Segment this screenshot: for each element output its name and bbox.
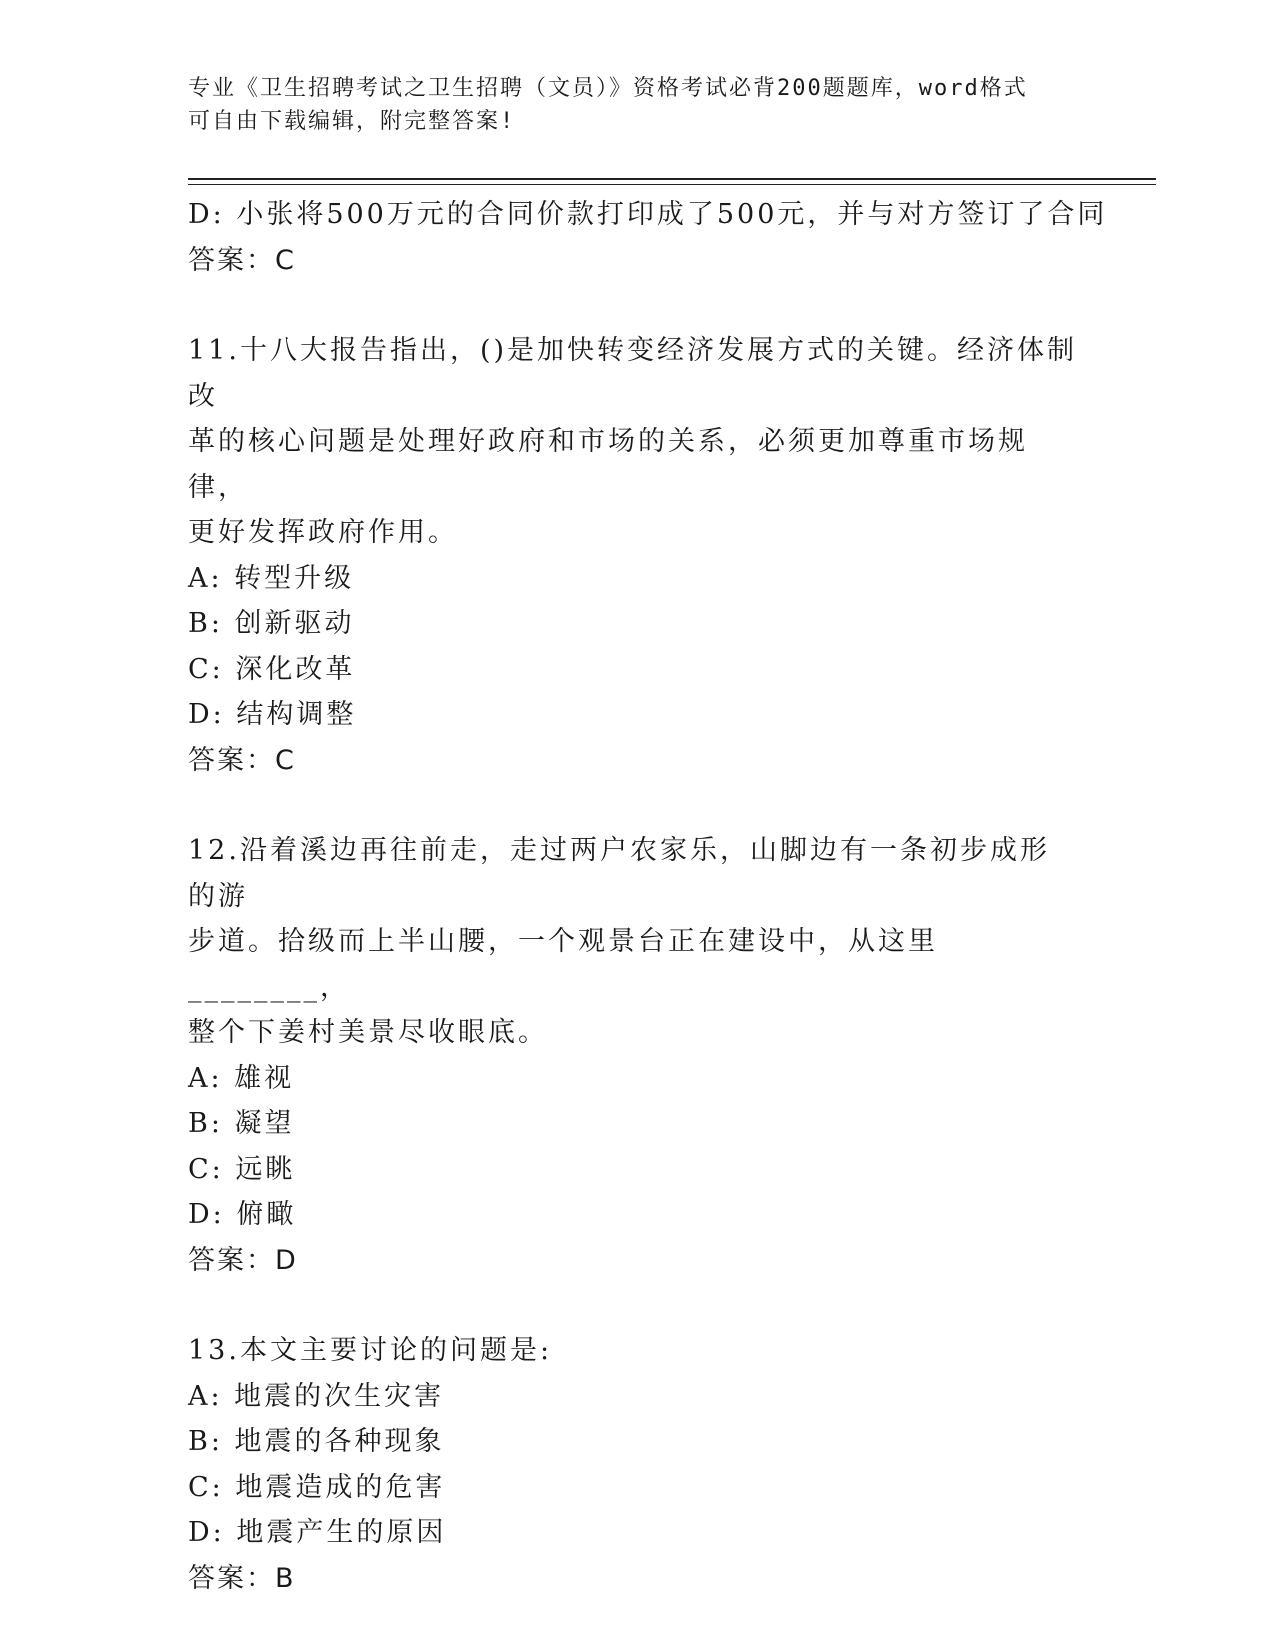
option-d: D: 结构调整 — [188, 699, 357, 730]
header-line-2: 可自由下载编辑，附完整答案! — [188, 109, 516, 134]
question-11 — [188, 328, 1088, 783]
question-stem-line: 整个下姜村美景尽收眼底。 — [188, 1017, 548, 1048]
question-stem-line: 革的核心问题是处理好政府和市场的关系，必须更加尊重市场规律， — [188, 426, 1028, 503]
answer-line: 答案：C — [188, 244, 296, 276]
spacer — [188, 783, 1088, 828]
option-a: A: 转型升级 — [188, 562, 355, 594]
option-c: C: 远眺 — [188, 1153, 296, 1185]
option-c: C: 地震造成的危害 — [188, 1471, 446, 1503]
question-stem-line: 11.十八大报告指出，()是加快转变经济发展方式的关键。经济体制改 — [188, 335, 1078, 412]
question-stem-line: 12.沿着溪边再往前走，走过两户农家乐，山脚边有一条初步成形的游 — [188, 835, 1050, 912]
answer-line: 答案：C — [188, 744, 296, 776]
question-13 — [188, 1328, 1088, 1601]
question-stem-line: 13.本文主要讨论的问题是: — [188, 1335, 553, 1366]
option-d: D: 地震产生的原因 — [188, 1517, 447, 1548]
document-body — [188, 192, 1108, 1601]
option-d: D: 小张将500万元的合同价款打印成了500元，并与对方签订了合同 — [188, 199, 1108, 230]
question-stem-line: 更好发挥政府作用。 — [188, 517, 458, 548]
question-10-tail — [188, 192, 1108, 283]
answer-line: 答案：D — [188, 1244, 298, 1276]
option-c: C: 深化改革 — [188, 653, 356, 685]
spacer — [188, 1283, 1088, 1328]
option-d: D: 俯瞰 — [188, 1199, 297, 1230]
option-b: B: 凝望 — [188, 1108, 295, 1139]
question-stem-line: 步道。拾级而上半山腰，一个观景台正在建设中，从这里________， — [188, 926, 938, 1003]
answer-line: 答案：B — [188, 1562, 296, 1594]
header-rule-thick — [188, 178, 1156, 180]
header-line-1: 专业《卫生招聘考试之卫生招聘（文员）》资格考试必背200题题库，word格式 — [188, 76, 1028, 101]
option-b: B: 创新驱动 — [188, 608, 355, 639]
option-a: A: 地震的次生灾害 — [188, 1380, 445, 1412]
document-header — [188, 72, 1068, 138]
option-b: B: 地震的各种现象 — [188, 1426, 445, 1457]
question-12 — [188, 828, 1088, 1283]
option-a: A: 雄视 — [188, 1062, 295, 1094]
spacer — [188, 283, 1088, 328]
header-rule-thin — [188, 184, 1156, 185]
